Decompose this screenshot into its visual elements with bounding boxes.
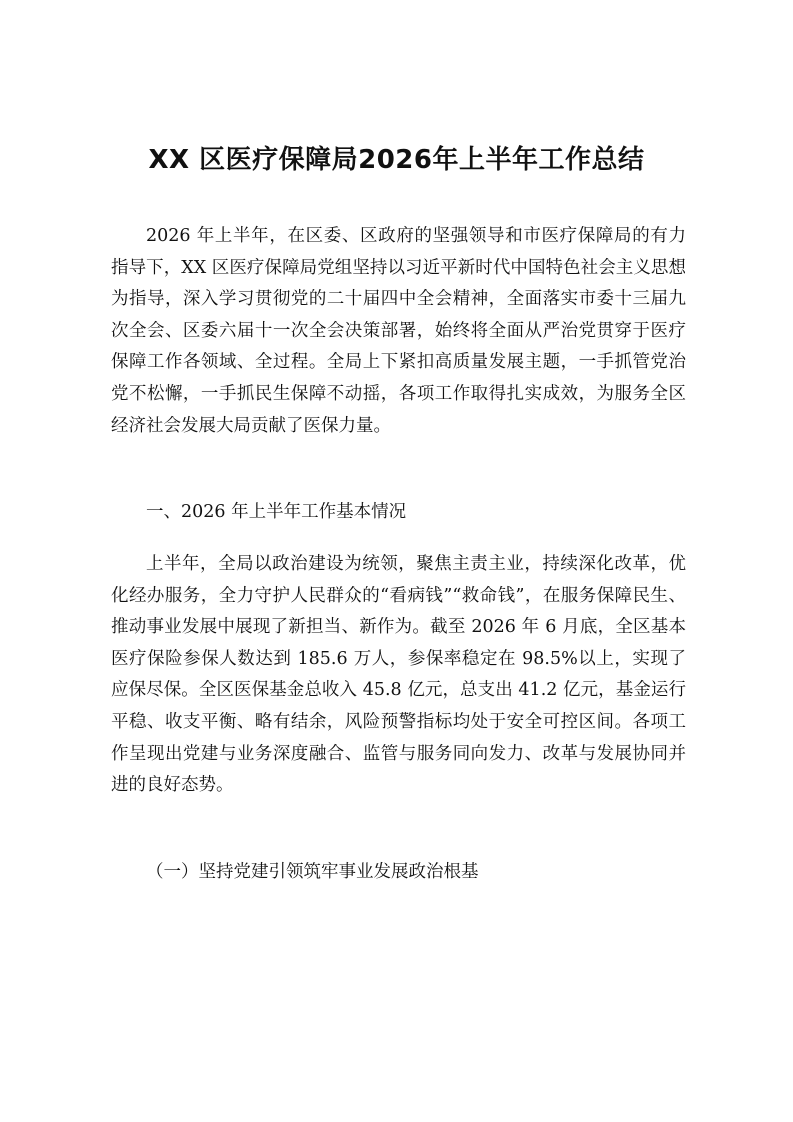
document-title: XX 区医疗保障局2026年上半年工作总结 [148, 145, 645, 175]
intro-paragraph: 2026 年上半年，在区委、区政府的坚强领导和市医疗保障局的有力指导下，XX 区医疗保障局党组坚持以习近平新时代中国特色社会主义思想为指导，深入学习贯彻党的二十届四中全会精神，全面落实市委十三届九次全会、区委六届十一次全会决策部署，始终将全面从严治党贯穿于医疗保障工作各领域、全过程。全局上下紧扣高质量发展主题，一手抓管党治党不松懈，一手抓民生保障不动摇，各项工作取得扎实成效，为服务全区经济社会发展大局贡献了医保力量。 [111, 226, 686, 436]
subsection-heading-1: （一）坚持党建引领筑牢事业发展政治根基 [146, 862, 479, 882]
section-heading-1: 一、2026 年上半年工作基本情况 [146, 502, 407, 522]
overview-paragraph: 上半年，全局以政治建设为统领，聚焦主责主业，持续深化改革，优化经办服务，全力守护人民群众的“看病钱”“救命钱”，在服务保障民生、推动事业发展中展现了新担当、新作为。截至 2026 年 6 月底，全区基本医疗保险参保人数达到 185.6 万人，参保率稳定在 98.5%以上，实现了应保尽保。全区医保基金总收入 45.8 亿元，总支出 41.2 亿元，基金运行平稳、收支平衡、略有结余，风险预警指标均处于安全可控区间。各项工作呈现出党建与业务深度融合、监管与服务同向发力、改革与发展协同并进的良好态势。 [111, 554, 686, 796]
